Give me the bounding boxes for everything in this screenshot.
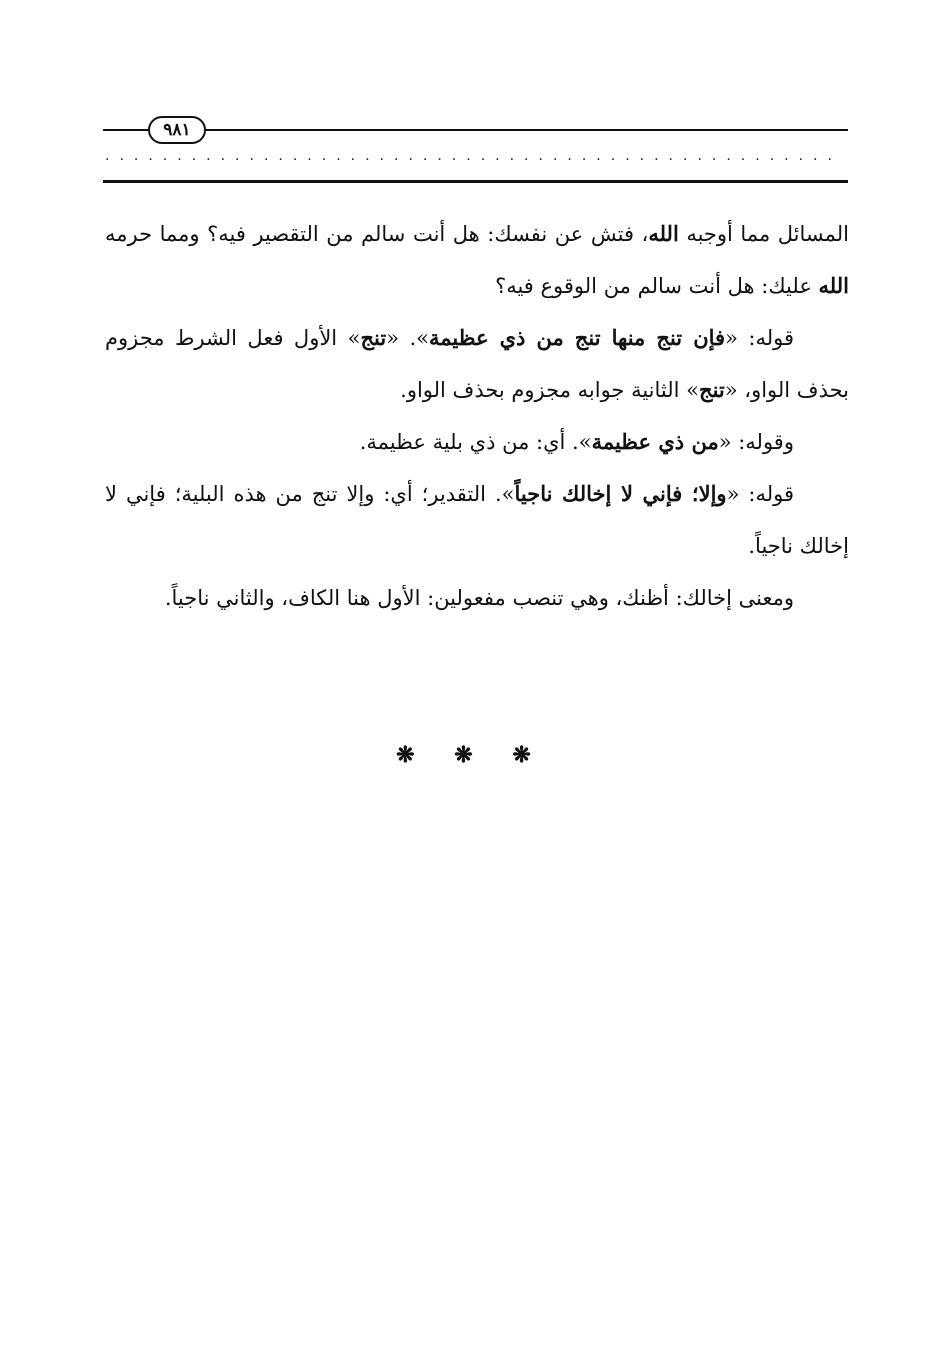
text-segment-bold: وإلا؛ فإني لا إخالك ناجياً [514, 481, 727, 506]
text-segment: قوله: « [725, 326, 794, 350]
page-header [0, 0, 927, 200]
text-segment: وقوله: « [718, 430, 794, 454]
text-segment: قوله: « [726, 482, 794, 506]
header-rule-bottom [103, 180, 848, 183]
paragraph-3 [105, 416, 849, 468]
text-segment: ». أي: من ذي بلية عظيمة. [359, 430, 592, 454]
text-segment: » الأول فعل الشرط مجزوم بحذف الواو، « [105, 326, 849, 402]
text-segment: ». « [386, 326, 430, 350]
paragraph-4 [105, 468, 849, 572]
text-segment-bold: الله [648, 221, 679, 246]
page-number: ٩٨١ [148, 116, 206, 144]
text-segment: » الثانية جوابه مجزوم بحذف الواو. [400, 378, 700, 402]
text-segment: ». التقدير؛ أي: وإلا تنج من هذه البلية؛ فإني لا إخالك ناجياً. [105, 482, 849, 558]
header-dotted-line: ................................................... [105, 149, 842, 163]
text-segment: عليك: هل أنت سالم من الوقوع فيه؟ [495, 274, 819, 298]
text-segment-bold: من ذي عظيمة [591, 429, 719, 454]
section-separator [0, 742, 927, 768]
paragraph-1 [105, 208, 849, 312]
text-segment-bold: تنج [699, 377, 725, 402]
text-segment-bold: تنج [360, 325, 387, 350]
text-segment: ، فتش عن نفسك: هل أنت سالم من التقصير فيه؟ ومما حرمه [105, 222, 649, 246]
asterism-mark: ❋ [512, 742, 531, 768]
header-rule-left [103, 129, 150, 131]
header-rule-right [205, 129, 848, 131]
text-segment-bold: الله [818, 273, 849, 298]
paragraph-5 [105, 572, 849, 624]
page-body [105, 208, 849, 624]
asterism-mark: ❋ [454, 742, 473, 768]
paragraph-2 [105, 312, 849, 416]
asterism-mark: ❋ [396, 742, 415, 768]
text-segment: المسائل مما أوجبه [678, 222, 850, 246]
text-segment: ومعنى إخالك: أظنك، وهي تنصب مفعولين: الأول هنا الكاف، والثاني ناجياً. [164, 586, 794, 610]
text-segment-bold: فإن تنج منها تنج من ذي عظيمة [429, 325, 726, 350]
